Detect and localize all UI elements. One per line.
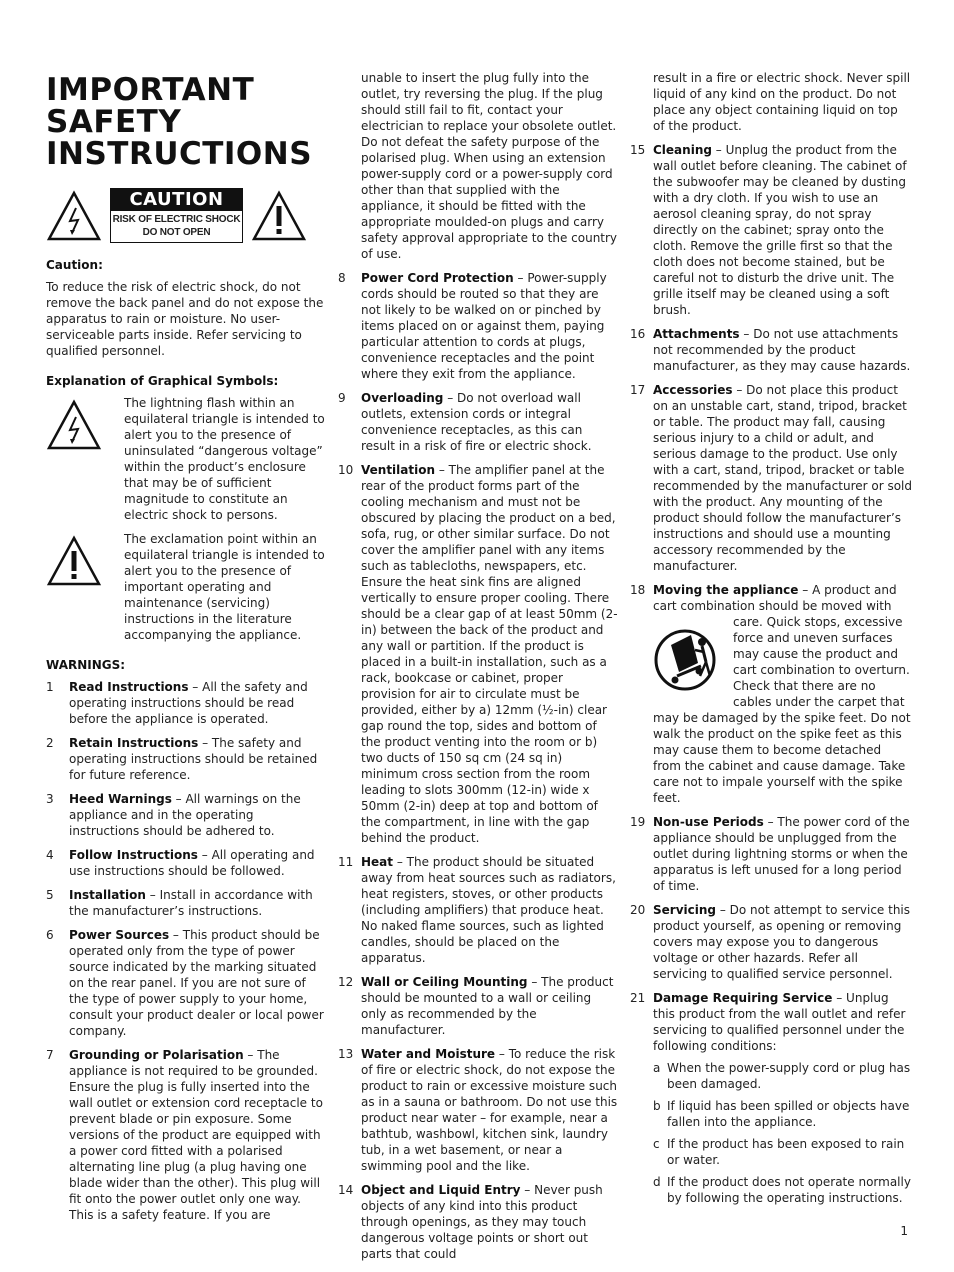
lightning-triangle-icon <box>46 399 102 451</box>
warning-item: 1 Read Instructions – All the safety and operating instructions should be read before the appliance is operated. <box>46 680 308 726</box>
page-title <box>46 74 326 170</box>
warning-item: 12 Wall or Ceiling Mounting – The product should be mounted to a wall or ceiling only as recommended by the manufacturer. <box>338 975 614 1037</box>
warning-item: 7 Grounding or Polarisation – The appliance is not required to be grounded. Ensure the plug is fully inserted into the wall outlet or extension cord receptacle to prevent blade or pin exposure. Some versions of the product are equipped with a power cord fitted with a polarised alternating line plug (a plug having one blade wider than the other). This plug will fit onto the power outlet only one way. This is a safety feature. If you are <box>46 1048 323 1222</box>
title-line: SAFETY <box>46 104 182 140</box>
warning-item: 14 Object and Liquid Entry – Never push objects of any kind into this product through openings, as they may touch dangerous voltage points or short out parts that could <box>338 1183 603 1261</box>
warning-item-continued: result in a fire or electric shock. Never spill liquid of any kind on the product. Do not place any object containing liquid on top of the product. <box>653 71 911 133</box>
warning-item: 15 Cleaning – Unplug the product from the wall outlet before cleaning. The cabinet of the subwoofer may be cleaned by dusting with a dry cloth. If you wish to use an aerosol cleaning spray, do not spray directly on the cabinet; spray onto the cloth. Remove the grille first so that the cloth does not become stained, but be careful not to disturb the drive unit. The grille itself may be cleaned using a soft brush. <box>630 143 907 317</box>
warning-item: 9 Overloading – Do not overload wall outlets, extension cords or integral convenience receptacles, as this can result in a risk of fire or electric shock. <box>338 391 592 453</box>
warning-item: 17 Accessories – Do not place this product on an unstable cart, stand, tripod, bracket or table. The product may fall, causing serious injury to a child or adult, and serious damage to the product. Use only with a cart, stand, tripod, bracket or table recommended by the manufacturer or sold with the product. Any mounting of the product should follow the manufacturer’s instructions and should use a mounting accessory recommended by the manufacturer. <box>630 383 913 573</box>
condition-item: c If the product has been exposed to rain or water. <box>653 1137 905 1167</box>
column-1 <box>46 70 326 1231</box>
exclamation-description: The exclamation point within an equilateral triangle is intended to alert you to the presence of important operating and maintenance (servicing) instructions in the literature accompanying the appliance. <box>124 532 325 642</box>
condition-item: b If liquid has been spilled or objects have fallen into the appliance. <box>653 1099 910 1129</box>
caution-label <box>46 188 326 243</box>
exclamation-warning-icon <box>251 190 307 242</box>
lightning-warning-icon <box>46 190 102 242</box>
title-line: IMPORTANT <box>46 72 255 108</box>
page-number: 1 <box>900 1224 908 1238</box>
warning-item: 8 Power Cord Protection – Power-supply cords should be routed so that they are not likely to be walked on or pinched by items placed on or against them, paying particular attention to cords at plugs, convenience receptacles and the point where they exit from the appliance. <box>338 271 607 381</box>
warning-item: 10 Ventilation – The amplifier panel at the rear of the product forms part of the cooling mechanism and must not be obscured by placing the product on a bed, sofa, rug, or other similar surface. Do not cover the amplifier panel with any items such as tablecloths, newspapers, etc. Ensure the heat sink fins are aligned vertically to ensure proper cooling. There should be a clear gap of at least 50mm (2-in) between the back of the product and any wall or partition. If the product is placed in a built-in installation, such as a rack, bookcase or cabinet, proper provision for air to circulate must be provided, either by a) 12mm (½-in) clear gap round the top, sides and bottom of the product venting into the room or b) two ducts of 150 sq cm (24 sq in) minimum cross section from the room leading to slots 300mm (12-in) wide x 50mm (2-in) deep at top and bottom of the compartment, in line with the gap behind the product. <box>338 463 618 845</box>
warning-item: 5 Installation – Install in accordance with the manufacturer’s instructions. <box>46 888 313 918</box>
warning-item: 11 Heat – The product should be situated away from heat sources such as radiators, heat registers, stoves, or other products (including amplifiers) that produce heat. No naked flame sources, such as lighted candles, should be placed on the apparatus. <box>338 855 616 965</box>
caution-heading-text: Caution: <box>46 258 103 272</box>
caution-subtext: RISK OF ELECTRIC SHOCK DO NOT OPEN <box>112 214 241 238</box>
warning-item: 13 Water and Moisture – To reduce the risk of fire or electric shock, do not expose the product to rain or excessive moisture such as in a sauna or bathroom. Do not use this product near water – for example, near a bathtub, washbowl, kitchen sink, laundry tub, in a wet basement, or near a swimming pool and the like. <box>338 1047 618 1173</box>
column-2 <box>338 70 618 1270</box>
warning-item: 6 Power Sources – This product should be operated only from the type of power source indicated by the marking situated on the rear panel. If you are not sure of the type of power supply to your home, consult your product dealer or local power company. <box>46 928 324 1038</box>
warning-item: 19 Non-use Periods – The power cord of the appliance should be unplugged from the outlet during lightning storms or when the apparatus is left unused for a long period of time. <box>630 815 910 893</box>
exclamation-triangle-icon <box>46 535 102 587</box>
warnings-heading: WARNINGS: <box>46 658 126 672</box>
symbol-row-exclamation <box>46 531 326 643</box>
caution-heading: CAUTION <box>111 189 242 211</box>
caution-panel <box>110 188 243 243</box>
warning-item: 18 Moving the appliance – A product and cart combination should be moved with care. Quick stops, excessive force and uneven surfaces may cause the product and cart combination to overturn. Check that there are no cables under the carpet that may be damaged by the spike feet. Do not walk the product on the spike feet as this may cause them to become detached from the cabinet and cause damage. Take care not to impale yourself with the spike feet. <box>630 583 911 805</box>
cart-tipover-warning-icon <box>653 620 727 700</box>
warning-item: 21 Damage Requiring Service – Unplug this product from the wall outlet and refer servicing to qualified personnel under the following conditions: a When the power-supply cord or plug has been damaged. b If liquid has been spilled or objects have fallen into the appliance. c If the product has been exposed to rain or water. d If the product does not operate normally by following the operating instructions. <box>630 991 911 1205</box>
condition-item: d If the product does not operate normally by following the operating instructions. <box>653 1175 911 1205</box>
symbol-row-lightning <box>46 395 326 523</box>
title-line: INSTRUCTIONS <box>46 136 313 172</box>
warning-item: 16 Attachments – Do not use attachments not recommended by the product manufacturer, as they may cause hazards. <box>630 327 911 373</box>
warning-item: 2 Retain Instructions – The safety and operating instructions should be retained for future reference. <box>46 736 318 782</box>
warning-item-continued: unable to insert the plug fully into the outlet, try reversing the plug. If the plug should still fail to fit, contact your electrician to replace your obsolete outlet. Do not defeat the safety purpose of the polarised plug. When using an extension power-supply cord or a power-supply cord other than that supplied with the appliance, it should be fitted with the appropriate moulded-on plugs and carry safety approval appropriate to the country of use. <box>361 71 618 261</box>
warning-item: 20 Servicing – Do not attempt to service this product yourself, as opening or removing covers may expose you to dangerous voltage or other hazards. Refer all servicing to qualified service personnel. <box>630 903 911 981</box>
caution-text: To reduce the risk of electric shock, do not remove the back panel and do not expose the apparatus to rain or moisture. No user-serviceable parts inside. Refer servicing to qualified personnel. <box>46 280 324 358</box>
condition-item: a When the power-supply cord or plug has been damaged. <box>653 1061 911 1091</box>
lightning-description: The lightning flash within an equilateral triangle is intended to alert you to the presence of uninsulated “dangerous voltage” within the product’s enclosure that may be of sufficient magnitude to constitute an electric shock to persons. <box>124 396 325 522</box>
symbols-heading: Explanation of Graphical Symbols: <box>46 374 279 388</box>
warning-item: 4 Follow Instructions – All operating and use instructions should be followed. <box>46 848 315 878</box>
warning-item: 3 Heed Warnings – All warnings on the appliance and in the operating instructions should be adhered to. <box>46 792 301 838</box>
column-3 <box>630 70 912 1214</box>
